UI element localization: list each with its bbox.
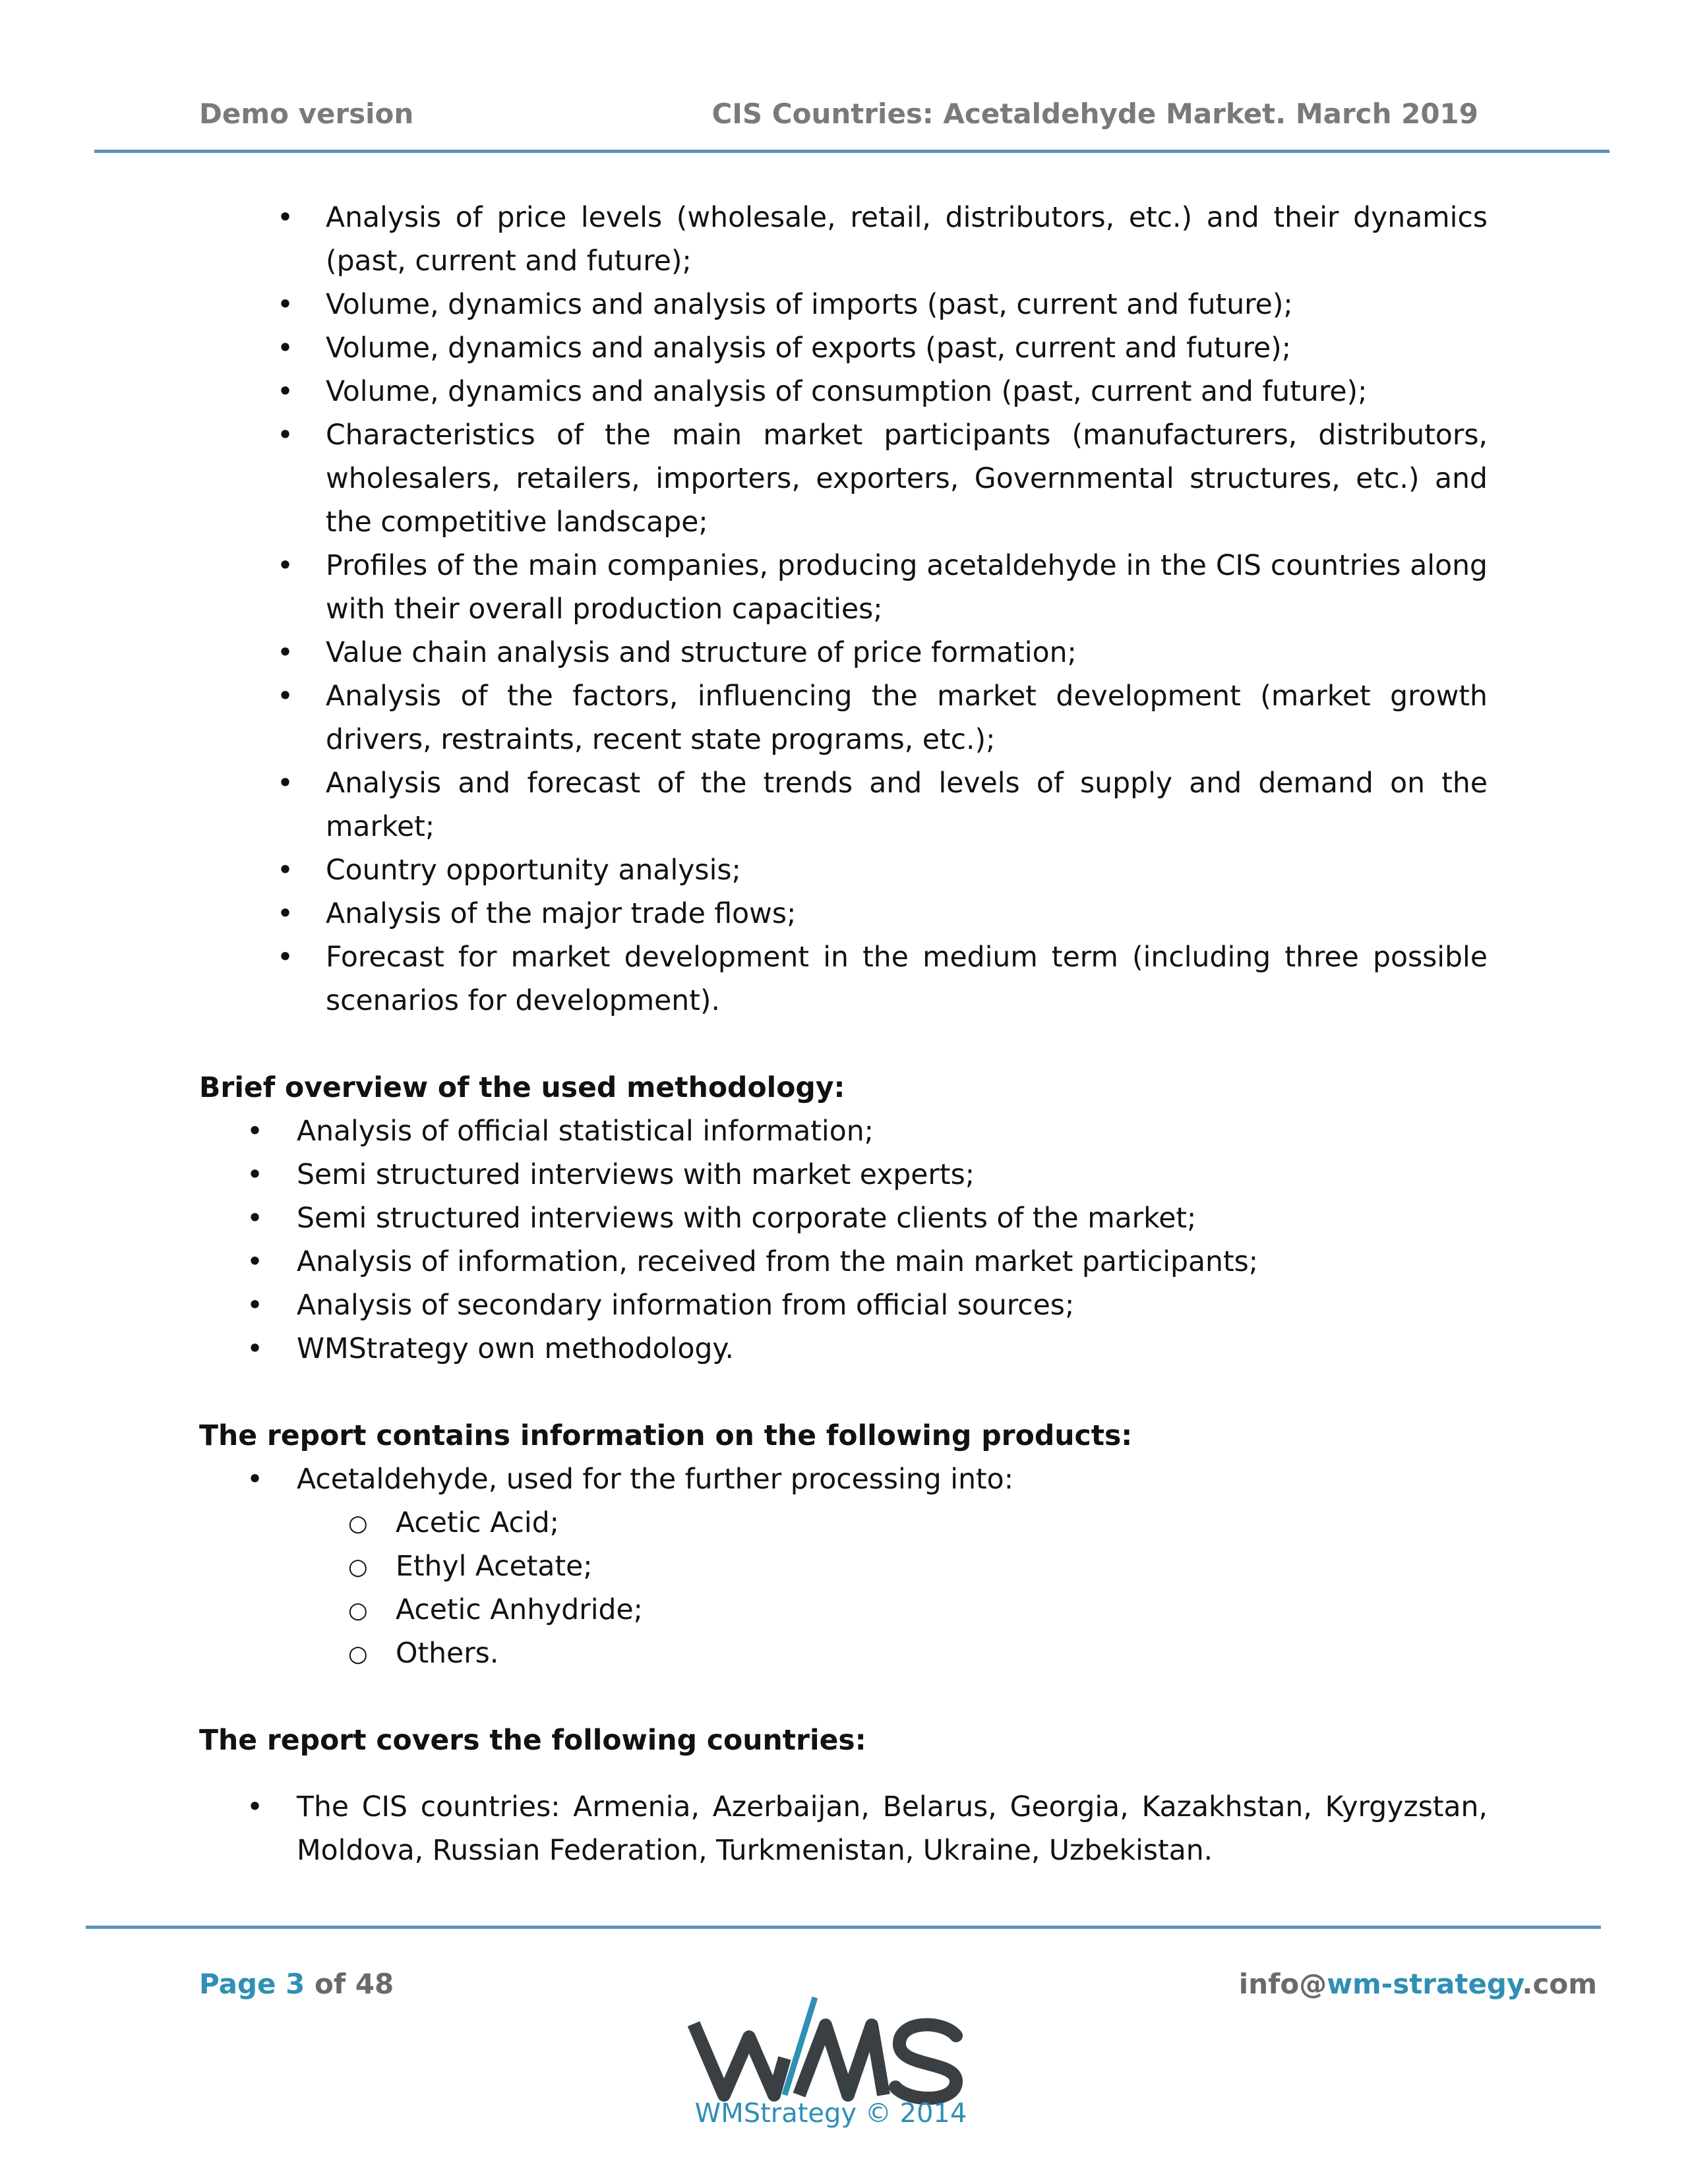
page-header	[199, 98, 1478, 137]
bullet-icon: •	[277, 332, 294, 365]
circle-bullet-icon: ○	[348, 1510, 368, 1537]
bullet-icon: •	[247, 1115, 264, 1148]
circle-bullet-icon: ○	[348, 1597, 368, 1624]
sub-list-item	[199, 1589, 1488, 1632]
list-item-text: Acetaldehyde, used for the further processing into:	[297, 1463, 1014, 1496]
list-item	[199, 370, 1488, 414]
sub-list-item	[199, 1545, 1488, 1589]
bullet-icon: •	[247, 1289, 264, 1322]
list-item	[199, 283, 1488, 327]
page-content	[199, 196, 1488, 1873]
header-divider	[94, 150, 1610, 153]
countries-list	[199, 1786, 1488, 1873]
sub-list-item	[199, 1632, 1488, 1676]
bullet-icon: •	[247, 1202, 264, 1235]
methodology-heading: Brief overview of the used methodology:	[199, 1072, 845, 1104]
bullet-icon: •	[277, 550, 294, 582]
bullet-icon: •	[277, 941, 294, 974]
list-item	[199, 1328, 1488, 1371]
bullet-icon: •	[247, 1791, 264, 1823]
list-item-text: WMStrategy own methodology.	[297, 1333, 735, 1365]
list-item-text: Characteristics of the main market participants (manufacturers, distributors, wholesalers, retailers, importers, exporters, Governmental structures, etc.) and the competitive landscape;	[326, 419, 1488, 539]
sub-list-item-text: Others.	[396, 1638, 499, 1670]
list-item-text: Country opportunity analysis;	[326, 854, 741, 887]
page-total: of 48	[315, 1968, 394, 2000]
list-item-text: Forecast for market development in the medium term (including three possible scenarios for development).	[326, 941, 1488, 1017]
bullet-icon: •	[277, 419, 294, 452]
bullet-icon: •	[247, 1246, 264, 1278]
list-item-text: Analysis of the factors, influencing the market development (market growth drivers, restraints, recent state programs, etc.);	[326, 680, 1488, 756]
bullet-icon: •	[277, 854, 294, 887]
list-item	[199, 1284, 1488, 1328]
spacer	[199, 1676, 1488, 1719]
list-item	[199, 1197, 1488, 1241]
page-current: 3	[286, 1968, 305, 2000]
list-item-text: Analysis of information, received from the main market participants;	[297, 1246, 1259, 1278]
list-item	[199, 1458, 1488, 1502]
methodology-list	[199, 1110, 1488, 1371]
list-item	[199, 936, 1488, 1023]
products-sublist	[199, 1502, 1488, 1676]
list-item-text: Analysis of official statistical information;	[297, 1115, 874, 1148]
list-item	[199, 1154, 1488, 1197]
circle-bullet-icon: ○	[348, 1554, 368, 1580]
products-list	[199, 1458, 1488, 1502]
list-item-text: Analysis of price levels (wholesale, retail, distributors, etc.) and their dynamics (past, current and future);	[326, 202, 1488, 278]
list-item	[199, 893, 1488, 936]
sub-list-item-text: Acetic Acid;	[396, 1507, 559, 1539]
header-report-title: CIS Countries: Acetaldehyde Market. March 2019	[711, 98, 1478, 130]
list-item-text: Semi structured interviews with market experts;	[297, 1159, 975, 1191]
list-item	[199, 327, 1488, 370]
list-item	[199, 196, 1488, 283]
list-item	[199, 632, 1488, 675]
bullet-icon: •	[277, 767, 294, 800]
contact-email[interactable]	[1239, 1968, 1597, 2000]
bullet-icon: •	[277, 898, 294, 930]
header-demo-label: Demo version	[199, 98, 414, 130]
list-item	[199, 545, 1488, 632]
list-item-text: Volume, dynamics and analysis of consumption (past, current and future);	[326, 376, 1368, 408]
list-item-text: Analysis of secondary information from official sources;	[297, 1289, 1075, 1322]
list-item	[199, 1786, 1488, 1873]
sub-list-item	[199, 1502, 1488, 1545]
email-user: info@	[1238, 1968, 1327, 2000]
sub-list-item-text: Acetic Anhydride;	[396, 1594, 643, 1626]
list-item	[199, 414, 1488, 545]
list-item-text: Analysis and forecast of the trends and levels of supply and demand on the market;	[326, 767, 1488, 843]
bullet-icon: •	[247, 1333, 264, 1365]
list-item-text: Value chain analysis and structure of price formation;	[326, 637, 1077, 669]
bullet-icon: •	[247, 1463, 264, 1496]
bullet-icon: •	[277, 680, 294, 713]
list-item	[199, 849, 1488, 893]
list-item	[199, 675, 1488, 762]
list-item-text: Profiles of the main companies, producing acetaldehyde in the CIS countries along with their overall production capacities;	[326, 550, 1488, 626]
bullet-icon: •	[247, 1159, 264, 1191]
sub-list-item-text: Ethyl Acetate;	[396, 1550, 593, 1583]
bullet-icon: •	[277, 289, 294, 321]
circle-bullet-icon: ○	[348, 1641, 368, 1667]
spacer	[199, 1763, 1488, 1786]
list-item	[199, 762, 1488, 849]
spacer	[199, 1371, 1488, 1415]
email-domain: wm-strategy	[1327, 1968, 1522, 2000]
bullet-icon: •	[277, 637, 294, 669]
page-number	[199, 1968, 394, 2000]
list-item-text: Volume, dynamics and analysis of imports (past, current and future);	[326, 289, 1293, 321]
list-item-text: Analysis of the major trade flows;	[326, 898, 797, 930]
list-item-text: The CIS countries: Armenia, Azerbaijan, Belarus, Georgia, Kazakhstan, Kyrgyzstan, Moldova, Russian Federation, Turkmenistan, Ukraine, Uzbekistan.	[297, 1791, 1488, 1867]
list-item	[199, 1241, 1488, 1284]
footer-divider	[86, 1926, 1601, 1929]
bullet-icon: •	[277, 202, 294, 234]
products-heading: The report contains information on the following products:	[199, 1420, 1133, 1452]
bullet-icon: •	[277, 376, 294, 408]
logo-caption: WMStrategy © 2014	[694, 2098, 967, 2129]
email-tld: .com	[1522, 1968, 1597, 2000]
countries-heading: The report covers the following countries:	[199, 1725, 866, 1757]
page-word: Page	[199, 1968, 276, 2000]
spacer	[199, 1023, 1488, 1067]
scope-list	[199, 196, 1488, 1023]
list-item	[199, 1110, 1488, 1154]
list-item-text: Volume, dynamics and analysis of exports (past, current and future);	[326, 332, 1292, 365]
list-item-text: Semi structured interviews with corporate clients of the market;	[297, 1202, 1197, 1235]
